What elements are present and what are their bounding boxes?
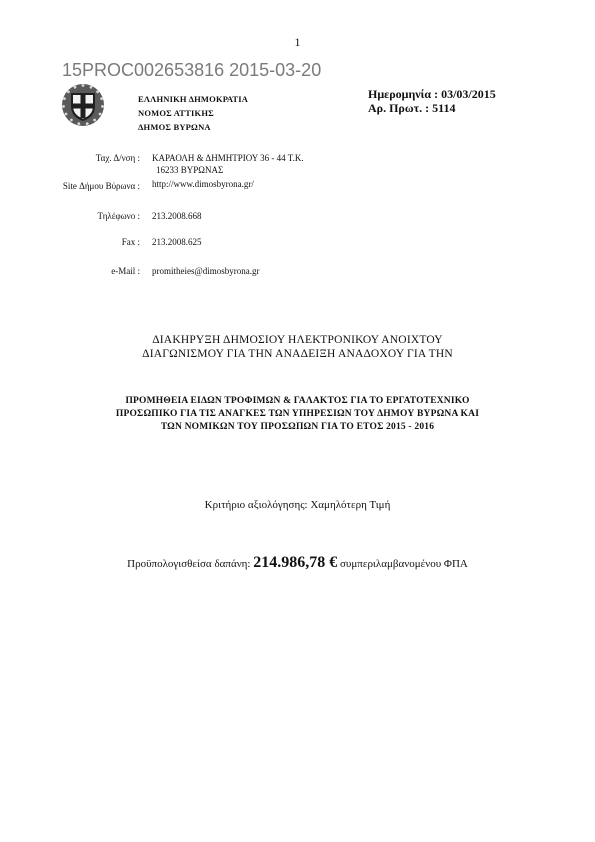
- email-label: e-Mail :: [111, 266, 140, 276]
- fax-value: 213.2008.625: [152, 237, 202, 247]
- address-label: Ταχ. Δ/νση :: [95, 153, 140, 163]
- budget-line: [60, 554, 535, 572]
- title-line-2: ΔΙΑΓΩΝΙΣΜΟΥ ΓΙΑ ΤΗΝ ΑΝΑΔΕΙΞΗ ΑΝΑΔΟΧΟΥ ΓΙΑ ΤΗΝ: [142, 348, 453, 360]
- hellenic-republic-emblem: [60, 82, 106, 128]
- address-value-line2: 16233 ΒΥΡΩΝΑΣ: [156, 165, 224, 175]
- header-line-prefecture: ΝΟΜΟΣ ΑΤΤΙΚΗΣ: [138, 108, 214, 118]
- budget-amount: 214.986,78 €: [253, 554, 338, 571]
- subtitle-line-1: ΠΡΟΜΗΘΕΙΑ ΕΙΔΩΝ ΤΡΟΦΙΜΩΝ & ΓΑΛΑΚΤΟΣ ΓΙΑ ΤΟ ΕΡΓΑΤΟΤΕΧΝΙΚΟ: [125, 396, 470, 406]
- header-line-municipality: ΔΗΜΟΣ ΒΥΡΩΝΑ: [138, 122, 211, 132]
- page-number: 1: [294, 35, 301, 49]
- protocol-number: Αρ. Πρωτ. : 5114: [368, 101, 456, 115]
- subtitle-line-2: ΠΡΟΣΩΠΙΚΟ ΓΙΑ ΤΙΣ ΑΝΑΓΚΕΣ ΤΩΝ ΥΠΗΡΕΣΙΩΝ ΤΟΥ ΔΗΜΟΥ ΒΥΡΩΝΑ ΚΑΙ: [115, 409, 480, 419]
- subtitle-line-3: ΤΩΝ ΝΟΜΙΚΩΝ ΤΟΥ ΠΡΟΣΩΠΩΝ ΓΙΑ ΤΟ ΕΤΟΣ 2015 - 2016: [160, 422, 435, 432]
- budget-suffix: συμπεριλαμβανομένου ΦΠΑ: [340, 558, 468, 570]
- fax-label: Fax :: [121, 237, 140, 247]
- address-value: ΚΑΡΑΟΛΗ & ΔΗΜΗΤΡΙΟΥ 36 - 44 Τ.Κ.: [152, 153, 304, 163]
- title-line-1: ΔΙΑΚΗΡΥΞΗ ΔΗΜΟΣΙΟΥ ΗΛΕΚΤΡΟΝΙΚΟΥ ΑΝΟΙΧΤΟΥ: [152, 334, 443, 346]
- phone-value: 213.2008.668: [152, 211, 202, 221]
- document-date: Ημερομηνία : 03/03/2015: [368, 87, 496, 101]
- website-label: Site Δήμου Βύρωνα :: [62, 181, 140, 191]
- budget-prefix: Προϋπολογισθείσα δαπάνη:: [127, 558, 251, 570]
- phone-label: Τηλέφωνο :: [97, 211, 140, 221]
- header-line-republic: ΕΛΛΗΝΙΚΗ ΔΗΜΟΚΡΑΤΙΑ: [138, 94, 249, 104]
- evaluation-criterion: Κριτήριο αξιολόγησης: Χαμηλότερη Τιμή: [204, 499, 391, 511]
- email-link[interactable]: promitheies@dimosbyrona.gr: [152, 266, 260, 276]
- document-id: 15PROC002653816 2015-03-20: [62, 60, 322, 80]
- website-link[interactable]: http://www.dimosbyrona.gr/: [152, 179, 254, 189]
